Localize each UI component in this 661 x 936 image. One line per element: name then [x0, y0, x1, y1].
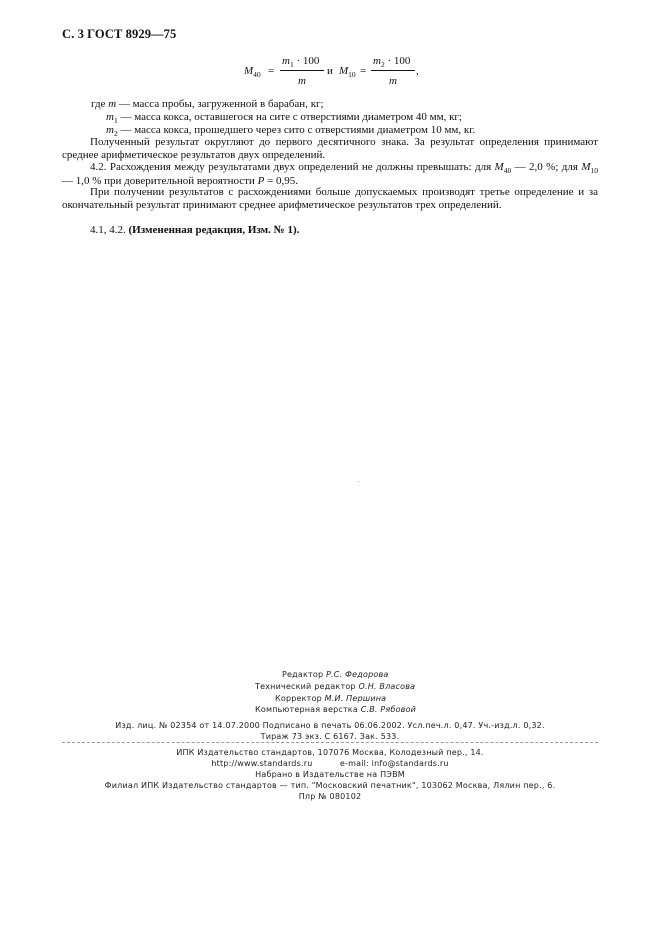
speck	[358, 481, 359, 482]
formula-comma: ,	[416, 65, 419, 77]
credit-corrector: Корректор М.И. Першина	[275, 694, 387, 703]
publisher-license: Плр № 080102	[298, 792, 362, 801]
definition-m: где m — масса пробы, загруженной в барабан, кг;	[91, 98, 324, 110]
formula-and: и	[327, 65, 333, 77]
publisher-branch: Филиал ИПК Издательство стандартов — тип. "Московский печатник", 103062 Москва, Лялин пер., 6.	[104, 781, 556, 790]
fraction-bar	[371, 70, 415, 71]
paragraph-amendment: 4.1, 4.2. (Измененная редакция, Изм. № 1).	[90, 224, 300, 236]
page-header: С. 3 ГОСТ 8929—75	[62, 27, 177, 41]
formula-denominator-2: m	[389, 75, 397, 87]
paragraph-rounding: Полученный результат округляют до первого десятичного знака. За результат определения принимают среднее арифметическое результатов двух определений.	[62, 136, 598, 161]
formula-block	[244, 55, 434, 89]
publisher-address: ИПК Издательство стандартов, 107076 Москва, Колодезный пер., 14.	[176, 748, 484, 757]
publisher-web: http://www.standards.ru e-mail: info@standards.ru	[211, 759, 449, 768]
paragraph-third-determination: При получении результатов с расхождениями больше допускаемых производят третье определение и за окончательный результат принимают среднее арифметическое результатов трех определений.	[62, 186, 598, 211]
formula-m10: $M_{10}$	[339, 65, 356, 79]
credit-editor: Редактор Р.С. Федорова	[282, 670, 389, 679]
fraction-bar	[280, 70, 324, 71]
formula-m40: $M_{40}$	[244, 65, 261, 79]
formula-equals: =	[360, 65, 367, 77]
formula-equals: =	[268, 65, 275, 77]
credit-layout: Компьютерная верстка С.В. Рябовой	[255, 705, 417, 714]
publication-info-1: Изд. лиц. № 02354 от 14.07.2000 Подписано в печать 06.06.2002. Усл.печ.л. 0,47. Уч.-изд.л. 0,32.	[115, 721, 545, 730]
formula-numerator-2: $m_2 \cdot 100$	[373, 55, 411, 69]
paragraph-4-2: 4.2. Расхождения между результатами двух определений не должны превышать: для $M_{40}$ — 2,0 %; для $M_{10}$ — 1,0 % при доверительной вероятности P = 0,95.	[62, 161, 598, 187]
definition-m1: $m_1$ — масса кокса, оставшегося на сите с отверстиями диаметром 40 мм, кг;	[106, 111, 462, 125]
formula-denominator-1: m	[298, 75, 306, 87]
publication-info-2: Тираж 73 экз. С 6167. Зак. 533.	[260, 732, 400, 741]
publisher-typeset: Набрано в Издательстве на ПЭВМ	[255, 770, 405, 779]
definition-m2: $m_2$ — масса кокса, прошедшего через сито с отверстиями диаметром 10 мм, кг.	[106, 124, 476, 138]
credit-tech-editor: Технический редактор О.Н. Власова	[255, 682, 416, 691]
divider	[62, 742, 598, 743]
formula-numerator-1: $m_1 \cdot 100$	[282, 55, 320, 69]
